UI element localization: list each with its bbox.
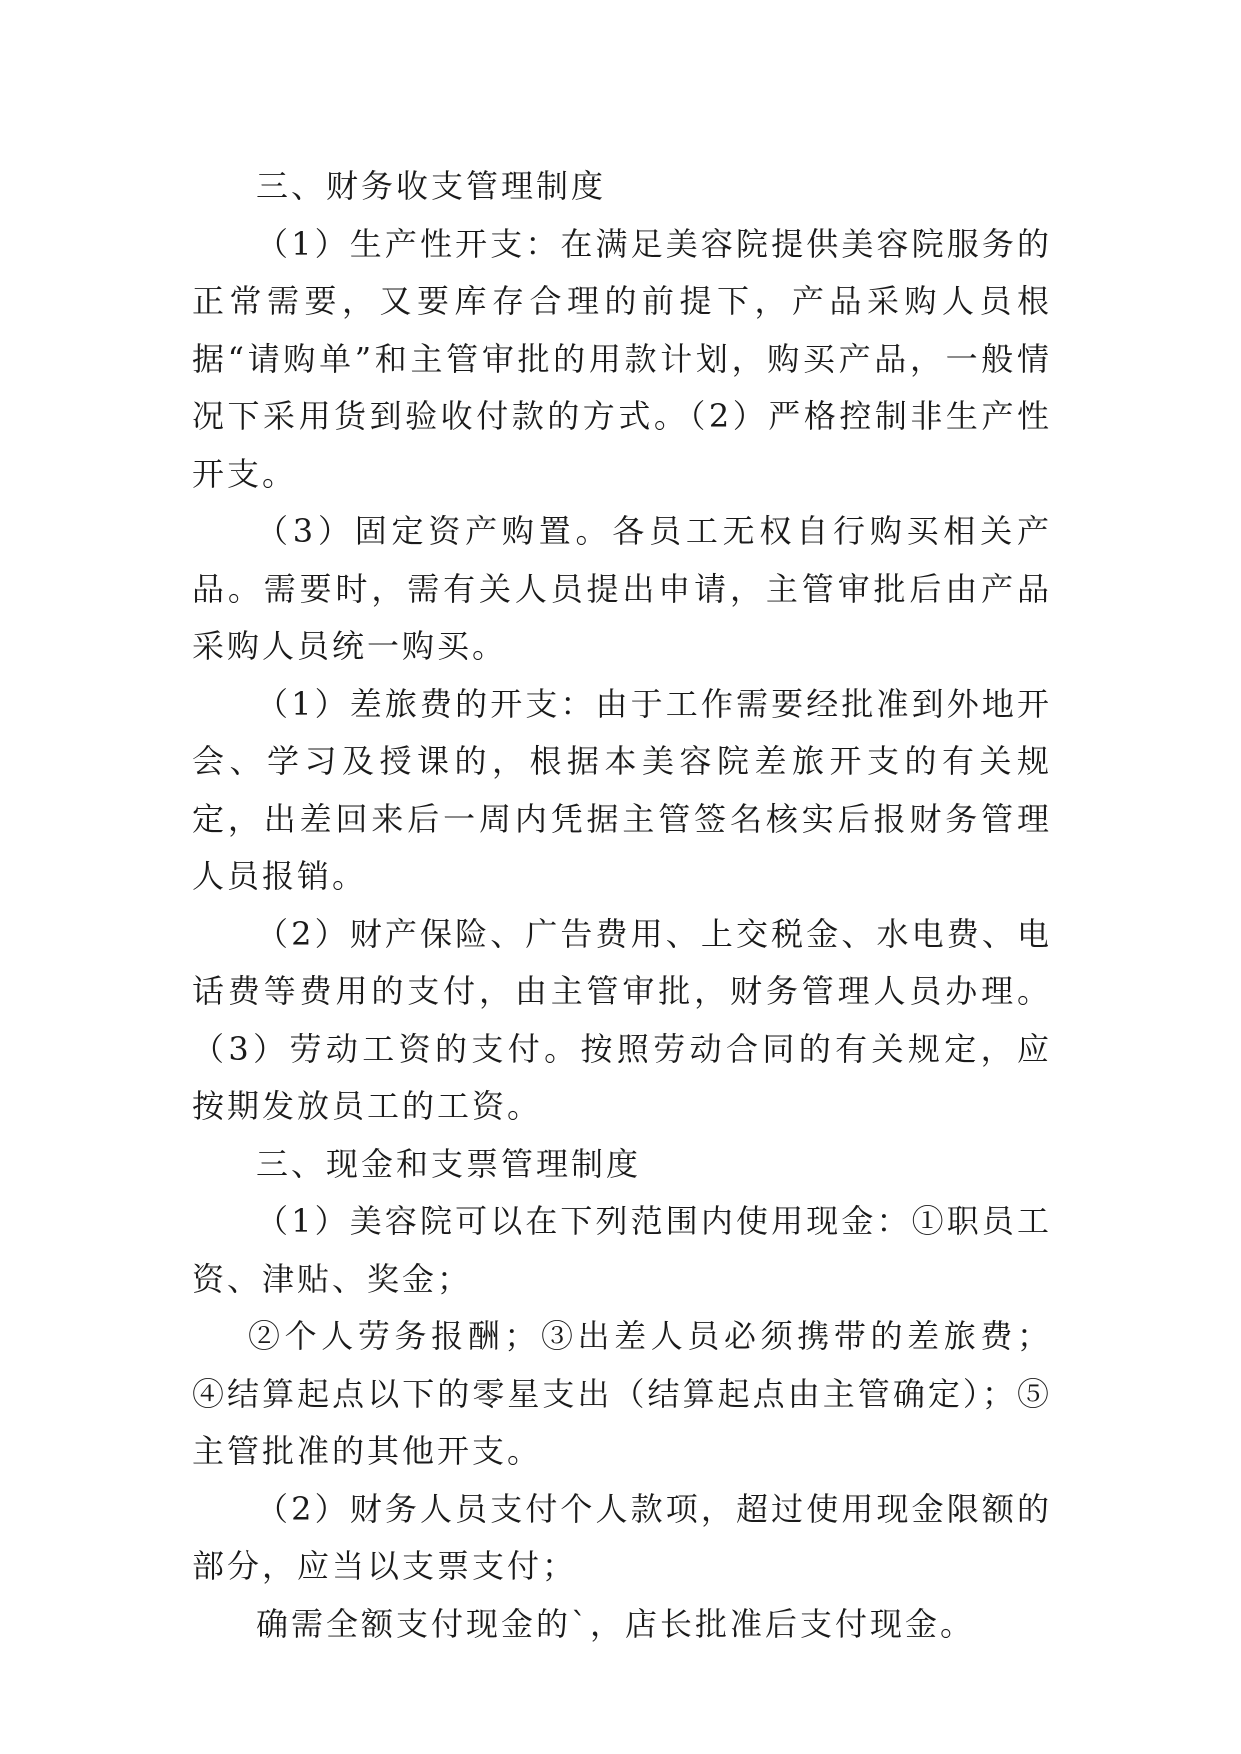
paragraph-cash-scope: （1）美容院可以在下列范围内使用现金：①职员工资、津贴、奖金； [192,1202,1052,1298]
paragraph-production-expense: （1）生产性开支：在满足美容院提供美容院服务的正常需要，又要库存合理的前提下，产品采购人员根据“请购单”和主管审批的用款计划，购买产品，一般情况下采用货到验收付款的方式。（2）严格控制非生产性开支。 [192,224,1052,493]
document-body [192,158,1052,1653]
paragraph-cheque-payment: （2）财务人员支付个人款项，超过使用现金限额的部分，应当以支票支付； [192,1489,1052,1585]
section-heading-finance: 三、财务收支管理制度 [256,167,607,205]
section-heading-cash: 三、现金和支票管理制度 [256,1144,642,1183]
paragraph-insurance-wages: （2）财产保险、广告费用、上交税金、水电费、电话费等费用的支付，由主管审批，财务管理人员办理。（3）劳动工资的支付。按照劳动合同的有关规定，应按期发放员工的工资。 [192,914,1052,1125]
paragraph-full-cash-approval: 确需全额支付现金的`，店长批准后支付现金。 [256,1604,976,1643]
paragraph-travel-expense: （1）差旅费的开支：由于工作需要经批准到外地开会、学习及授课的，根据本美容院差旅开支的有关规定，出差回来后一周内凭据主管签名核实后报财务管理人员报销。 [192,684,1052,895]
paragraph-fixed-assets: （3）固定资产购置。各员工无权自行购买相关产品。需要时，需有关人员提出申请，主管审批后由产品采购人员统一购买。 [192,512,1052,665]
paragraph-cash-items: ②个人劳务报酬；③出差人员必须携带的差旅费；④结算起点以下的零星支出（结算起点由主管确定）；⑤主管批准的其他开支。 [192,1317,1052,1470]
